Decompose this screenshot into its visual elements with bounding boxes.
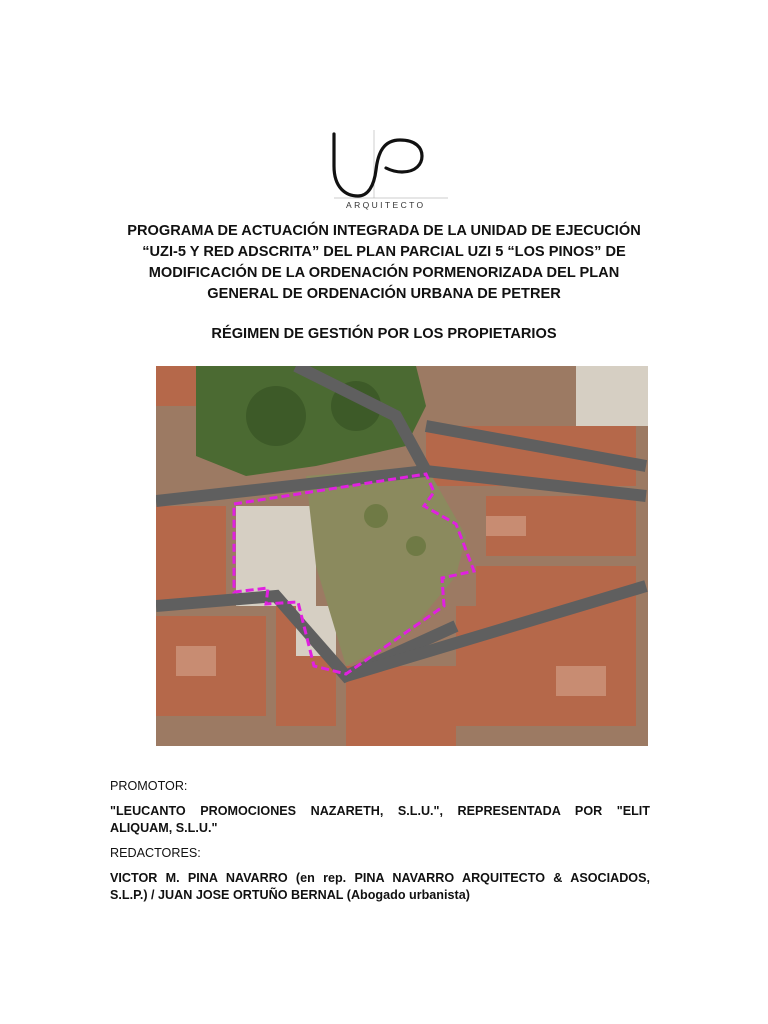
promotor-label: PROMOTOR: bbox=[110, 779, 188, 793]
redactores-line: S.L.P.) / JUAN JOSE ORTUÑO BERNAL (Abogado urbanista) bbox=[110, 888, 470, 902]
title-line: MODIFICACIÓN DE LA ORDENACIÓN PORMENORIZADA DEL PLAN bbox=[148, 265, 620, 281]
redactores-text bbox=[110, 870, 650, 904]
promotor-line: "LEUCANTO PROMOCIONES NAZARETH, S.L.U.", REPRESENTADA POR "ELIT bbox=[110, 804, 650, 818]
redactores-line: VICTOR M. PINA NAVARRO (en rep. PINA NAVARRO ARQUITECTO & ASOCIADOS, bbox=[110, 871, 650, 885]
architect-logo bbox=[320, 126, 450, 212]
document-title bbox=[100, 221, 668, 305]
title-line: GENERAL DE ORDENACIÓN URBANA DE PETRER bbox=[207, 286, 561, 302]
promotor-text bbox=[110, 803, 650, 837]
redactores-label: REDACTORES: bbox=[110, 846, 201, 860]
aerial-photo bbox=[156, 366, 648, 746]
document-subtitle: RÉGIMEN DE GESTIÓN POR LOS PROPIETARIOS bbox=[211, 326, 557, 342]
promotor-line: ALIQUAM, S.L.U." bbox=[110, 821, 218, 835]
title-line: “UZI-5 Y RED ADSCRITA” DEL PLAN PARCIAL UZI 5 “LOS PINOS” DE bbox=[142, 244, 626, 260]
title-line: PROGRAMA DE ACTUACIÓN INTEGRADA DE LA UNIDAD DE EJECUCIÓN bbox=[127, 223, 641, 239]
logo-text: ARQUITECTO bbox=[346, 200, 426, 210]
